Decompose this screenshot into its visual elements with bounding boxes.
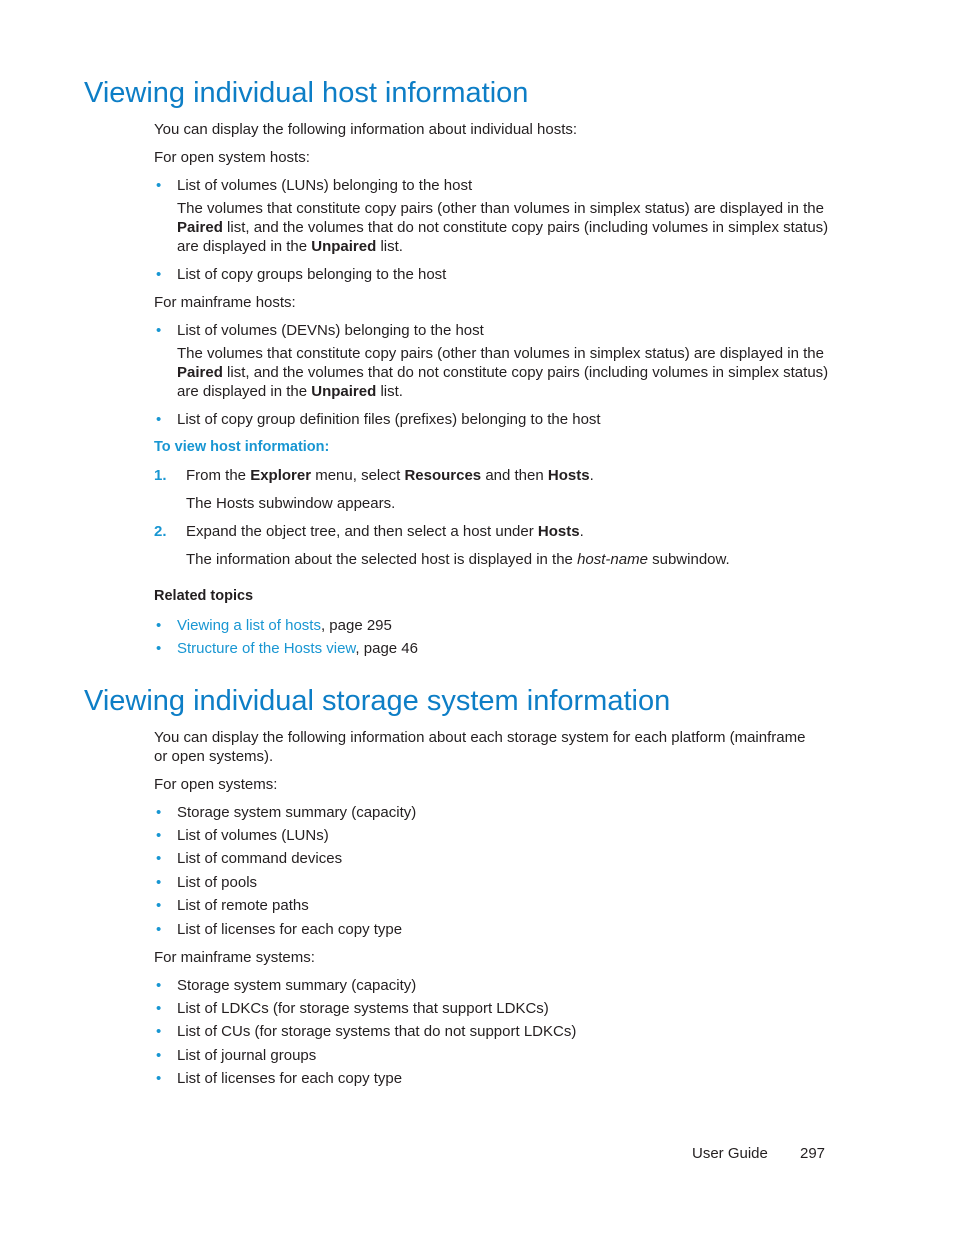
list-item: List of volumes (LUNs) belonging to the host: [177, 177, 473, 194]
bullet-icon: •: [156, 617, 162, 634]
text-span: The information about the selected host is displayed in the: [186, 551, 578, 568]
bold-term: Unpaired: [311, 238, 377, 255]
bullet-icon: •: [156, 411, 162, 428]
bullet-icon: •: [156, 874, 162, 891]
open-hosts-label: For open system hosts:: [154, 149, 310, 166]
footer-guide-label: User Guide: [692, 1145, 768, 1162]
list-item: List of copy group definition files (prefixes) belonging to the host: [177, 411, 601, 428]
related-link-hosts-list[interactable]: Viewing a list of hosts: [177, 617, 321, 634]
page-ref: , page 46: [355, 640, 418, 657]
list-item: List of CUs (for storage systems that do not support LDKCs): [177, 1023, 577, 1040]
page-number: 297: [800, 1145, 826, 1162]
italic-term: host-name: [577, 551, 648, 568]
text-span: From the: [186, 467, 251, 484]
intro-text: You can display the following information about each storage system for each platform (mainframe: [154, 729, 806, 746]
text-span: Expand the object tree, and then select a host under: [186, 523, 538, 540]
bullet-icon: •: [156, 804, 162, 821]
bullet-icon: •: [156, 177, 162, 194]
bullet-icon: •: [156, 640, 162, 657]
paragraph-line: [177, 363, 828, 382]
text-span: list.: [376, 238, 403, 255]
list-item: List of volumes (DEVNs) belonging to the host: [177, 322, 484, 339]
step-number: 1.: [154, 467, 167, 484]
step-text: [186, 466, 594, 485]
text-span: subwindow.: [647, 551, 730, 568]
list-item: List of command devices: [177, 850, 343, 867]
bullet-icon: •: [156, 850, 162, 867]
mainframe-hosts-label: For mainframe hosts:: [154, 294, 296, 311]
bullet-icon: •: [156, 1023, 162, 1040]
bullet-icon: •: [156, 921, 162, 938]
paragraph-line: [177, 218, 828, 237]
related-topics-title: Related topics: [154, 588, 254, 604]
related-item: [177, 639, 418, 658]
list-item: List of pools: [177, 874, 258, 891]
bullet-icon: •: [156, 266, 162, 283]
step-text: [186, 522, 584, 541]
text-span: menu, select: [311, 467, 405, 484]
bullet-icon: •: [156, 897, 162, 914]
step-result: The Hosts subwindow appears.: [186, 495, 396, 512]
bold-term: Paired: [177, 219, 223, 236]
list-item: List of licenses for each copy type: [177, 921, 403, 938]
list-item: List of LDKCs (for storage systems that support LDKCs): [177, 1000, 549, 1017]
bold-term: Explorer: [250, 467, 312, 484]
page-ref: , page 295: [320, 617, 392, 634]
paragraph-line: [177, 237, 403, 256]
bullet-icon: •: [156, 977, 162, 994]
paragraph-line: The volumes that constitute copy pairs (other than volumes in simplex status) are displayed in the: [177, 200, 824, 217]
text-span: .: [589, 467, 594, 484]
related-link-hosts-view[interactable]: Structure of the Hosts view: [177, 640, 356, 657]
bullet-icon: •: [156, 322, 162, 339]
text-span: list.: [376, 383, 403, 400]
text-span: are displayed in the: [177, 383, 312, 400]
bold-term: Hosts: [537, 523, 580, 540]
list-item: List of remote paths: [177, 897, 309, 914]
intro-text: or open systems).: [154, 748, 274, 765]
procedure-title: To view host information:: [154, 439, 330, 455]
bullet-icon: •: [156, 827, 162, 844]
related-item: [177, 616, 392, 635]
bullet-icon: •: [156, 1070, 162, 1087]
list-item: Storage system summary (capacity): [177, 977, 417, 994]
bullet-icon: •: [156, 1047, 162, 1064]
text-span: .: [579, 523, 584, 540]
section-title-storage-info: Viewing individual storage system information: [84, 685, 671, 717]
text-span: are displayed in the: [177, 238, 312, 255]
text-span: list, and the volumes that do not constitute copy pairs (including volumes in simplex status): [222, 364, 829, 381]
step-number: 2.: [154, 523, 167, 540]
bold-term: Paired: [177, 364, 223, 381]
list-item: List of copy groups belonging to the host: [177, 266, 447, 283]
list-item: Storage system summary (capacity): [177, 804, 417, 821]
paragraph-line: [177, 382, 403, 401]
list-item: List of journal groups: [177, 1047, 317, 1064]
section-title-host-info: Viewing individual host information: [84, 77, 529, 109]
text-span: and then: [481, 467, 548, 484]
bullet-icon: •: [156, 1000, 162, 1017]
open-systems-label: For open systems:: [154, 776, 278, 793]
bold-term: Resources: [404, 467, 482, 484]
bold-term: Hosts: [547, 467, 590, 484]
list-item: List of volumes (LUNs): [177, 827, 329, 844]
step-result: [186, 550, 730, 569]
list-item: List of licenses for each copy type: [177, 1070, 403, 1087]
paragraph-line: The volumes that constitute copy pairs (other than volumes in simplex status) are displayed in the: [177, 345, 824, 362]
mainframe-systems-label: For mainframe systems:: [154, 949, 315, 966]
text-span: list, and the volumes that do not constitute copy pairs (including volumes in simplex status): [222, 219, 829, 236]
intro-text: You can display the following information about individual hosts:: [154, 121, 578, 138]
bold-term: Unpaired: [311, 383, 377, 400]
